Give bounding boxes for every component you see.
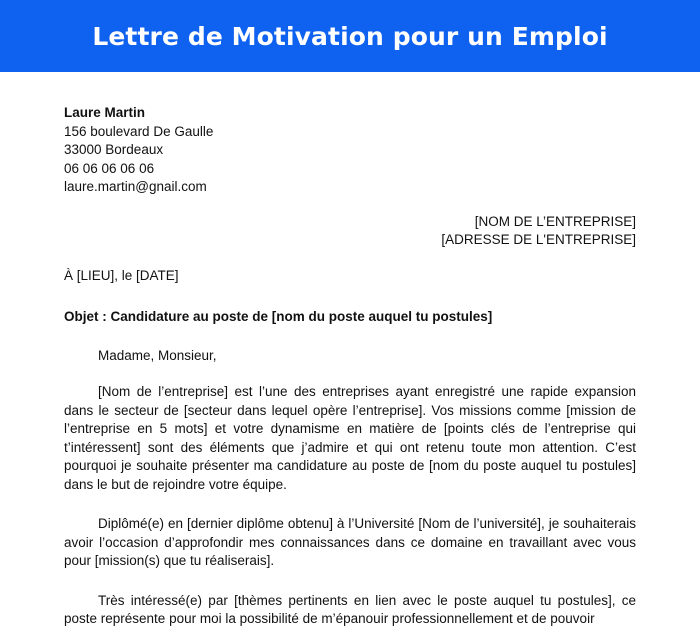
- sender-street: 156 boulevard De Gaulle: [64, 123, 214, 139]
- page-title: Lettre de Motivation pour un Emploi: [92, 21, 608, 51]
- header-banner: [0, 0, 700, 72]
- sender-name: Laure Martin: [64, 105, 146, 120]
- sender-city: 33000 Bordeaux: [64, 142, 164, 157]
- recipient-address: [ADRESSE DE L'ENTREPRISE]: [441, 232, 636, 247]
- sender-block: [64, 104, 636, 197]
- sender-phone: 06 06 06 06 06: [64, 160, 155, 176]
- salutation: Madame, Monsieur,: [98, 347, 217, 363]
- paragraph-3: Très intéressé(e) par [thèmes pertinents en lien avec le poste auquel tu postules], ce poste représente pour moi la possibilité de m’épanouir professionnellement et de pouvoir: [64, 592, 636, 626]
- paragraph-2: Diplômé(e) en [dernier diplôme obtenu] à l’Université [Nom de l’université], je souhaiterais avoir l’occasion d’approfondir mes connaissances dans ce domaine en travaillant avec vous pour [mission(s) que tu réaliserais].: [64, 516, 636, 568]
- sender-email: laure.martin@gnail.com: [64, 179, 207, 194]
- date-line: À [LIEU], le [DATE]: [64, 267, 179, 283]
- recipient-block: [64, 213, 636, 250]
- letter-body: [0, 72, 700, 629]
- recipient-company: [NOM DE L’ENTREPRISE]: [474, 213, 636, 229]
- subject-line: Objet : Candidature au poste de [nom du poste auquel tu postules]: [64, 309, 493, 324]
- paragraph-1: [Nom de l’entreprise] est l’une des entreprises ayant enregistré une rapide expansion dans le secteur de [secteur dans lequel opère l’entreprise]. Vos missions comme [mission de l’entreprise en 5 mots] et votre dynamisme en matière de [points clés de l’entreprise qui t’intéressent] sont des éléments que j’admire et qui ont retenu toute mon attention. C’est pourquoi je souhaite présenter ma candidature au poste de [nom du poste auquel tu postules] dans le but de rejoindre votre équipe.: [64, 384, 636, 492]
